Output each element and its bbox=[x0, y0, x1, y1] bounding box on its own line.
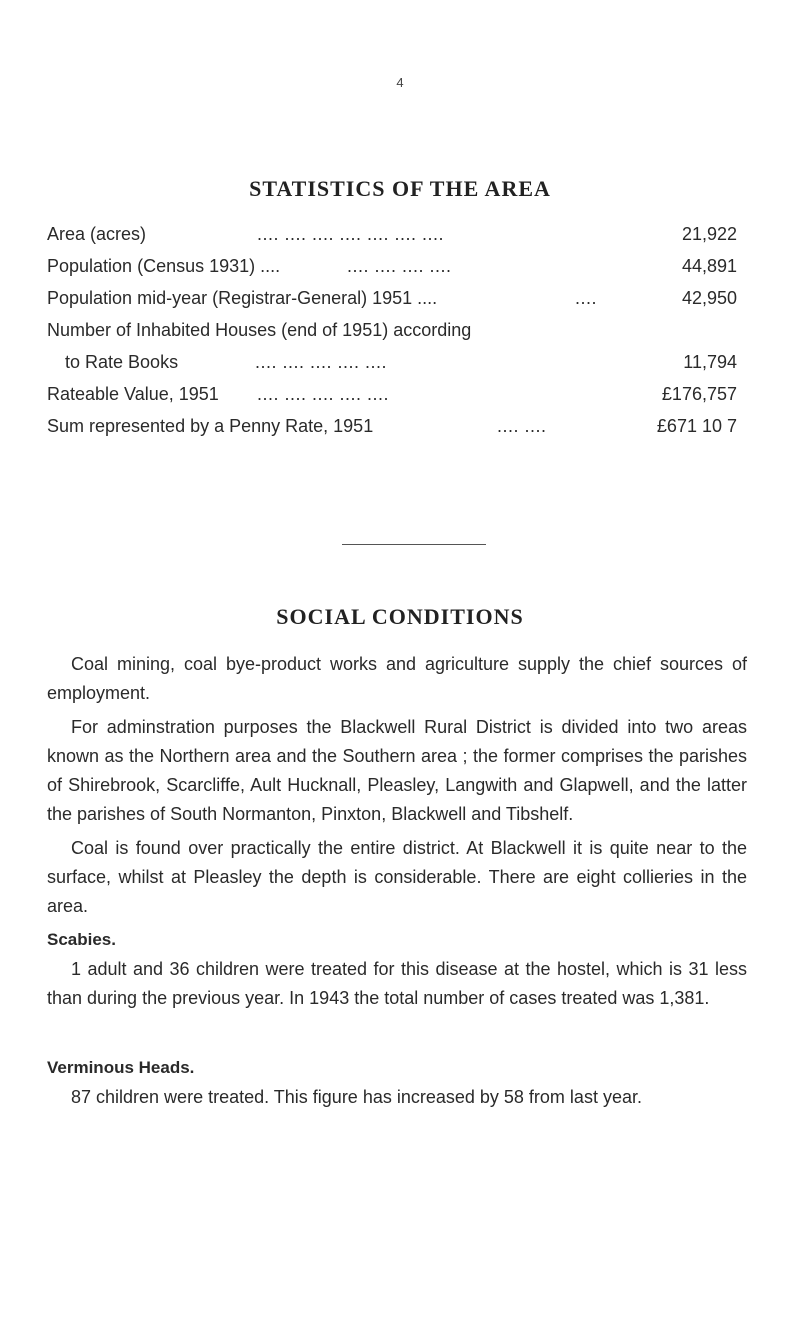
stat-row-houses bbox=[47, 314, 747, 378]
section-divider bbox=[342, 544, 486, 545]
stat-value: 42,950 bbox=[681, 288, 737, 308]
stat-row-population-1931 bbox=[47, 250, 747, 282]
leader-dots: .... .... .... .... .... bbox=[257, 384, 390, 404]
stat-value: 21,922 bbox=[681, 224, 737, 244]
leader-dots: .... .... .... .... bbox=[347, 256, 452, 276]
stat-label: Rateable Value, 1951 bbox=[47, 384, 219, 404]
paragraph-employment bbox=[47, 650, 747, 708]
paragraph-text: Coal mining, coal bye-product works and agriculture supply the chief sources of employment. bbox=[47, 654, 747, 703]
paragraph-text: Coal is found over practically the entire district. At Blackwell it is quite near to the surface, whilst at Pleasley the depth is considerable. There are eight collieries in the area. bbox=[47, 838, 747, 916]
paragraph-text: 1 adult and 36 children were treated for this disease at the hostel, which is 31 less than during the previous year. In 1943 the total number of cases treated was 1,381. bbox=[47, 959, 747, 1008]
stat-label: Sum represented by a Penny Rate, 1951 bbox=[47, 416, 374, 436]
stat-row-population-1951 bbox=[47, 282, 747, 314]
stat-row-area bbox=[47, 218, 747, 250]
paragraph-text: For adminstration purposes the Blackwell Rural District is divided into two areas known as the Northern area and the Southern area ; the former comprises the parishes of Shirebrook, Scarcliffe, Ault Hucknall, Pleasley, Langwith and Glapwell, and the latter the parishes of South Normanton, Pinxton, Blackwell and Tibshelf. bbox=[47, 717, 747, 824]
stat-value: 44,891 bbox=[681, 256, 737, 276]
stat-value: £176,757 bbox=[661, 384, 737, 404]
stat-label: Area (acres) bbox=[47, 224, 147, 244]
verminous-heads-paragraph bbox=[47, 1083, 747, 1112]
statistics-table bbox=[47, 218, 747, 442]
scabies-heading: Scabies. bbox=[47, 930, 116, 949]
stat-label: Number of Inhabited Houses (end of 1951) according bbox=[47, 320, 472, 340]
stat-label: Population (Census 1931) .... bbox=[47, 256, 281, 276]
leader-dots: .... .... bbox=[497, 416, 547, 436]
stat-row-rateable-value bbox=[47, 378, 747, 410]
verminous-heads-heading: Verminous Heads. bbox=[47, 1058, 195, 1077]
paragraph-administration bbox=[47, 713, 747, 829]
paragraph-text: 87 children were treated. This figure has increased by 58 from last year. bbox=[71, 1087, 642, 1107]
leader-dots: .... .... .... .... .... .... .... bbox=[257, 224, 445, 244]
stat-row-penny-rate bbox=[47, 410, 747, 442]
social-conditions-heading: SOCIAL CONDITIONS bbox=[276, 604, 524, 629]
stat-value: £671 10 7 bbox=[656, 416, 737, 436]
statistics-heading: STATISTICS OF THE AREA bbox=[249, 176, 551, 201]
leader-dots: .... bbox=[575, 288, 598, 308]
stat-value: 11,794 bbox=[683, 352, 737, 372]
scabies-paragraph bbox=[47, 955, 747, 1013]
stat-label: Population mid-year (Registrar-General) 1951 .... bbox=[47, 288, 438, 308]
page-number: 4 bbox=[396, 75, 404, 90]
leader-dots: .... .... .... .... .... bbox=[255, 352, 388, 372]
paragraph-coal bbox=[47, 834, 747, 921]
stat-label-continued: to Rate Books bbox=[65, 352, 179, 372]
